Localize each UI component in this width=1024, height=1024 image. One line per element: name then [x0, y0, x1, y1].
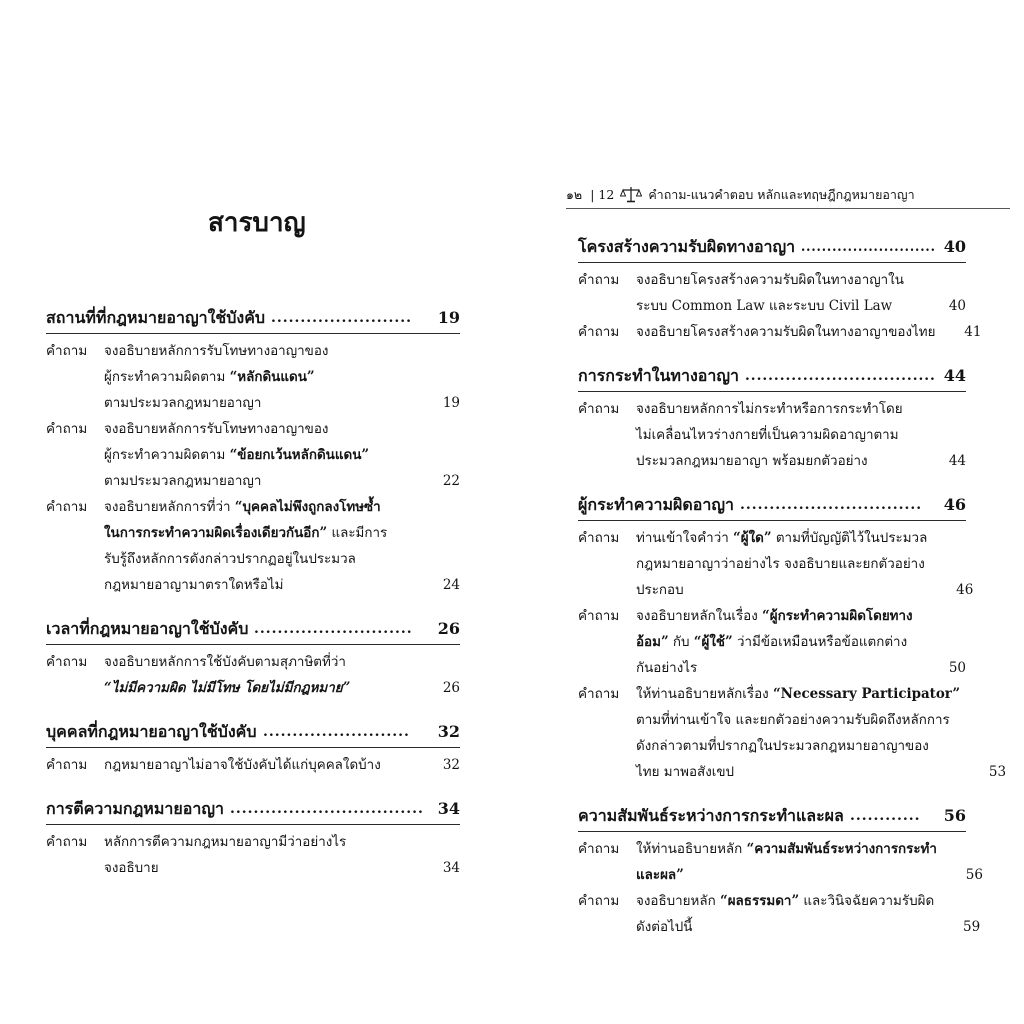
question-text — [636, 396, 922, 474]
thai-page-number: ๑๒ — [566, 186, 583, 202]
question-line — [104, 752, 414, 778]
section-title: ความสัมพันธ์ระหว่างการกระทำและผล — [578, 806, 844, 825]
arabic-page-number: 12 — [598, 186, 615, 202]
question-line — [636, 707, 960, 733]
text-run: ผู้กระทำความผิดตาม — [104, 369, 230, 385]
question-text — [636, 319, 937, 345]
toc-section — [46, 609, 460, 701]
question-line — [104, 520, 414, 546]
text-run: ตามประมวลกฎหมายอาญา — [104, 395, 262, 411]
section-page-number: 34 — [437, 799, 460, 818]
question-page-number: 26 — [442, 680, 460, 696]
text-run: ให้ท่านอธิบายหลักเรื่อง — [636, 686, 773, 702]
section-heading — [46, 298, 460, 334]
text-run: และมีการ — [327, 525, 388, 541]
question-page-number: 22 — [442, 473, 460, 489]
question-line — [104, 494, 414, 520]
dot-leader: ................................. — [745, 368, 936, 384]
question-line — [636, 862, 937, 888]
question-line — [636, 733, 960, 759]
text-run: จงอธิบาย — [104, 860, 159, 876]
section-page-number: 56 — [943, 806, 966, 825]
section-heading — [46, 609, 460, 645]
question-line — [636, 655, 920, 681]
toc-title: สารบาญ — [208, 208, 306, 238]
section-title: การกระทำในทางอาญา — [578, 366, 739, 385]
section-title: สถานที่ที่กฎหมายอาญาใช้บังคับ — [46, 308, 266, 327]
section-heading — [578, 485, 966, 521]
question-label: คำถาม — [46, 421, 88, 437]
question-line — [636, 629, 920, 655]
question-label: คำถาม — [46, 834, 88, 850]
right-toc-sections — [578, 227, 1007, 951]
question-line — [636, 914, 934, 940]
text-run: จงอธิบายโครงสร้างความรับผิดในทางอาญาของไทย — [636, 324, 936, 340]
question-line — [636, 319, 935, 345]
question-line — [636, 888, 934, 914]
question-text — [104, 416, 416, 494]
section-title: เวลาที่กฎหมายอาญาใช้บังคับ — [46, 619, 249, 638]
section-heading — [46, 712, 460, 748]
question-label: คำถาม — [46, 654, 88, 670]
question-text — [636, 525, 929, 603]
text-run: ไม่เคลื่อนไหวร่างกายที่เป็นความผิดอาญาตาม — [636, 427, 899, 443]
text-run: จงอธิบายหลักการที่ว่า — [104, 499, 235, 515]
text-run: จงอธิบายหลัก — [636, 893, 720, 909]
text-run: ว่ามีข้อเหมือนหรือข้อแตกต่าง — [732, 634, 908, 650]
section-page-number: 40 — [943, 237, 966, 256]
text-run: ไทย มาพอสังเขป — [636, 764, 735, 780]
question-entry — [46, 494, 460, 598]
section-heading — [578, 796, 966, 832]
section-page-number: 26 — [437, 619, 460, 638]
question-label: คำถาม — [578, 686, 620, 702]
question-text — [104, 752, 416, 778]
bold-term: “หลักดินแดน” — [229, 369, 315, 385]
question-line — [104, 468, 414, 494]
text-run: ตามที่บัญญัติไว้ในประมวล — [771, 530, 928, 546]
question-page-number: 44 — [948, 453, 966, 469]
text-run: จงอธิบายหลักการรับโทษทางอาญาของ — [104, 421, 329, 437]
toc-section — [578, 227, 982, 345]
bold-term: “ผลธรรมดา” — [719, 893, 800, 909]
section-heading — [578, 356, 966, 392]
dot-leader: ............ — [850, 808, 921, 824]
text-run: ให้ท่านอธิบายหลัก — [636, 841, 747, 857]
question-page-number: 41 — [964, 324, 982, 340]
question-page-number: 24 — [442, 577, 460, 593]
right-page — [512, 0, 1024, 1024]
question-page-number: 19 — [442, 395, 460, 411]
question-label: คำถาม — [578, 272, 620, 288]
question-line — [636, 577, 927, 603]
question-line — [104, 572, 414, 598]
question-label: คำถาม — [46, 499, 88, 515]
book-title: คำถาม-แนวคำตอบ หลักและทฤษฎีกฎหมายอาญา — [648, 186, 915, 202]
section-title: การตีความกฎหมายอาญา — [46, 799, 224, 818]
question-page-number: 40 — [948, 298, 966, 314]
text-run: กฎหมายอาญาไม่อาจใช้บังคับได้แก่บุคคลใดบ้าง — [104, 757, 381, 773]
toc-section — [46, 712, 460, 778]
question-entry — [46, 416, 460, 494]
question-text — [104, 649, 416, 701]
question-text — [636, 681, 962, 785]
question-label: คำถาม — [578, 608, 620, 624]
question-page-number: 59 — [963, 919, 981, 935]
question-page-number: 34 — [442, 860, 460, 876]
text-run: ตามที่ท่านเข้าใจ และยกตัวอย่างความรับผิดถึงหลักการ — [636, 712, 950, 728]
toc-section — [46, 298, 460, 598]
question-line — [636, 267, 920, 293]
dot-leader: .......................... — [801, 239, 936, 255]
question-page-number: 46 — [956, 582, 974, 598]
text-run: จงอธิบายหลักการไม่กระทำหรือการกระทำโดย — [636, 401, 903, 417]
question-line — [104, 546, 414, 572]
question-line — [636, 603, 920, 629]
text-run: และวินิจฉัยความรับผิด — [799, 893, 935, 909]
question-line — [636, 681, 960, 707]
bold-term: “ข้อยกเว้นหลักดินแดน” — [229, 447, 370, 463]
section-page-number: 46 — [943, 495, 966, 514]
question-page-number: 53 — [988, 764, 1007, 780]
toc-section — [46, 789, 460, 881]
dot-leader: ................................. — [230, 801, 424, 817]
question-entry — [578, 681, 1007, 785]
text-run: กับ — [668, 634, 694, 650]
question-line — [636, 422, 920, 448]
question-line — [636, 293, 920, 319]
bold-term: “Necessary Participator” — [772, 686, 961, 702]
question-line — [104, 442, 414, 468]
question-text — [636, 603, 922, 681]
question-entry — [578, 836, 983, 888]
question-entry — [46, 649, 460, 701]
section-title: โครงสร้างความรับผิดทางอาญา — [578, 237, 796, 256]
question-line — [104, 416, 414, 442]
question-entry — [578, 525, 974, 603]
question-entry — [578, 603, 966, 681]
question-line — [636, 836, 937, 862]
question-line — [636, 396, 920, 422]
section-page-number: 19 — [437, 308, 460, 327]
question-line — [104, 855, 414, 881]
question-label: คำถาม — [578, 841, 620, 857]
italic-quote: “ไม่มีความผิด ไม่มีโทษ โดยไม่มีกฎหมาย” — [104, 680, 351, 696]
question-entry — [46, 338, 460, 416]
text-run: ระบบ Common Law และระบบ Civil Law — [636, 298, 893, 314]
question-line — [636, 759, 960, 785]
question-text — [636, 836, 939, 888]
question-line — [104, 675, 414, 701]
question-line — [104, 364, 414, 390]
text-run: จงอธิบายหลักในเรื่อง — [636, 608, 763, 624]
question-text — [104, 494, 416, 598]
bold-term: “ผู้กระทำความผิดโดยทาง — [762, 608, 913, 624]
text-run: จงอธิบายหลักการรับโทษทางอาญาของ — [104, 343, 329, 359]
text-run: ท่านเข้าใจคำว่า — [636, 530, 734, 546]
question-text — [104, 338, 416, 416]
question-line — [636, 551, 927, 577]
text-run: ประมวลกฎหมายอาญา พร้อมยกตัวอย่าง — [636, 453, 868, 469]
question-line — [636, 525, 927, 551]
text-run: จงอธิบายหลักการใช้บังคับตามสุภาษิตที่ว่า — [104, 654, 346, 670]
question-entry — [578, 888, 981, 940]
text-run: รับรู้ถึงหลักการดังกล่าวปรากฏอยู่ในประมวล — [104, 551, 356, 567]
section-title: ผู้กระทำความผิดอาญา — [578, 495, 734, 514]
text-run: กันอย่างไร — [636, 660, 698, 676]
question-line — [104, 649, 414, 675]
question-entry — [46, 829, 460, 881]
question-page-number: 50 — [948, 660, 966, 676]
question-text — [636, 267, 922, 319]
dot-leader: ............................... — [740, 497, 923, 513]
dot-leader: ......................... — [263, 724, 410, 740]
question-label: คำถาม — [578, 324, 620, 340]
text-run: กฎหมายอาญาว่าอย่างไร จงอธิบายและยกตัวอย่าง — [636, 556, 925, 572]
bold-term: อ้อม” — [636, 634, 669, 650]
section-page-number: 44 — [943, 366, 966, 385]
question-line — [104, 829, 414, 855]
question-label: คำถาม — [578, 893, 620, 909]
question-page-number: 56 — [965, 867, 983, 883]
toc-section — [578, 485, 1007, 785]
text-run: กฎหมายอาญามาตราใดหรือไม่ — [104, 577, 284, 593]
dot-leader: ........................... — [254, 621, 413, 637]
text-run: ดังต่อไปนี้ — [636, 919, 693, 935]
toc-section — [578, 796, 983, 940]
text-run: ประกอบ — [636, 582, 684, 598]
text-run: ตามประมวลกฎหมายอาญา — [104, 473, 262, 489]
text-run: ดังกล่าวตามที่ปรากฏในประมวลกฎหมายอาญาของ — [636, 738, 929, 754]
section-title: บุคคลที่กฎหมายอาญาใช้บังคับ — [46, 722, 257, 741]
bold-term: “บุคคลไม่พึงถูกลงโทษซ้ำ — [234, 499, 381, 515]
running-header — [566, 182, 1010, 209]
question-entry — [578, 396, 966, 474]
question-label: คำถาม — [578, 530, 620, 546]
question-page-number: 32 — [442, 757, 460, 773]
scales-of-justice-icon — [620, 186, 642, 204]
bold-term: “ผู้ใช้” — [693, 634, 733, 650]
header-separator: | — [590, 186, 595, 202]
question-entry — [46, 752, 460, 778]
section-page-number: 32 — [437, 722, 460, 741]
question-line — [104, 390, 414, 416]
bold-term: “ผู้ใด” — [733, 530, 772, 546]
bold-term: ในการกระทำความผิดเรื่องเดียวกันอีก” — [104, 525, 328, 541]
section-heading — [46, 789, 460, 825]
question-label: คำถาม — [46, 343, 88, 359]
bold-term: และผล” — [636, 867, 684, 883]
question-text — [636, 888, 936, 940]
question-line — [636, 448, 920, 474]
left-toc-sections — [46, 298, 460, 892]
question-text — [104, 829, 416, 881]
question-label: คำถาม — [578, 401, 620, 417]
bold-term: “ความสัมพันธ์ระหว่างการกระทำ — [746, 841, 937, 857]
section-heading — [578, 227, 966, 263]
text-run: ผู้กระทำความผิดตาม — [104, 447, 230, 463]
question-line — [104, 338, 414, 364]
question-label: คำถาม — [46, 757, 88, 773]
dot-leader: ........................ — [271, 310, 412, 326]
text-run: หลักการตีความกฎหมายอาญามีว่าอย่างไร — [104, 834, 347, 850]
text-run: จงอธิบายโครงสร้างความรับผิดในทางอาญาใน — [636, 272, 904, 288]
question-entry — [578, 267, 966, 319]
toc-section — [578, 356, 966, 474]
question-entry — [578, 319, 982, 345]
